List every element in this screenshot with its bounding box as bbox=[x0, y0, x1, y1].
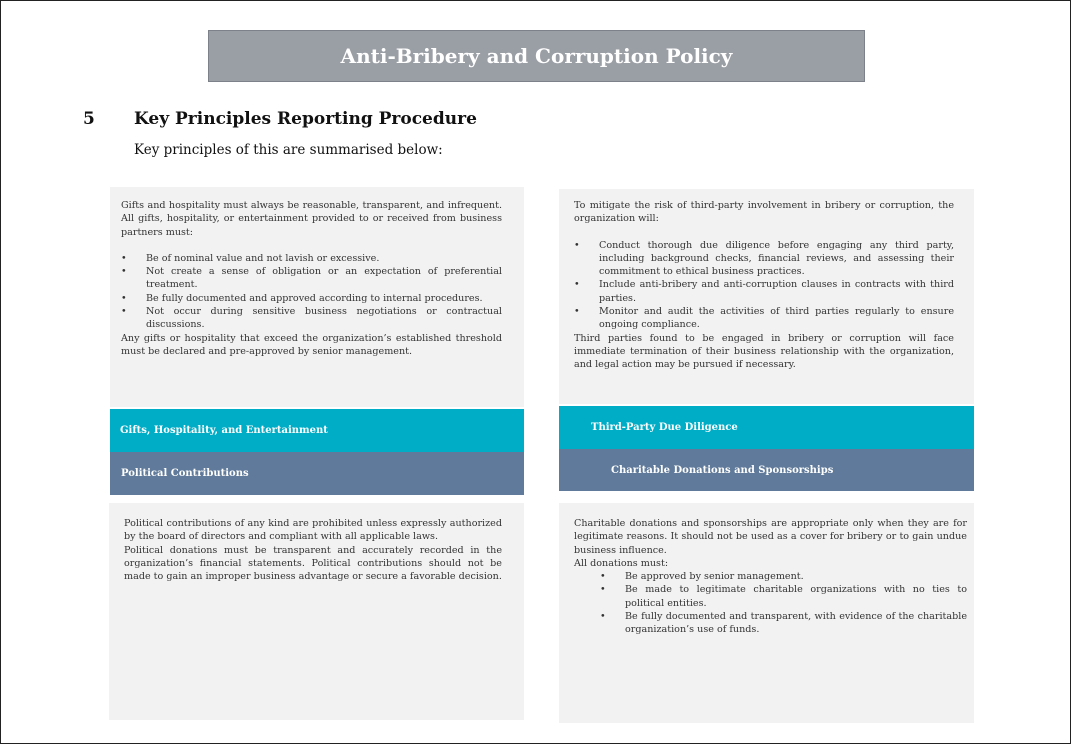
section-number: 5 bbox=[83, 109, 95, 129]
section-title: Key Principles Reporting Procedure bbox=[134, 109, 477, 129]
third-party-closing: Third parties found to be engaged in bribery or corruption will face immediate termination of their business relationship with the organization, and legal action may be pursued if necessary. bbox=[574, 332, 954, 371]
political-heading: Political Contributions bbox=[121, 468, 249, 479]
gifts-text-box bbox=[110, 187, 524, 407]
list-item: • Not create a sense of obligation or an expectation of preferential treatment. bbox=[121, 265, 502, 292]
section-intro: Key principles of this are summarised below: bbox=[134, 142, 443, 158]
charitable-text-box bbox=[559, 503, 974, 723]
political-para-1: Political contributions of any kind are prohibited unless expressly authorized by the board of directors and compliant with all applicable laws. bbox=[124, 518, 502, 543]
third-party-intro: To mitigate the risk of third-party involvement in bribery or corruption, the organization will: bbox=[574, 200, 954, 225]
document-title: Anti-Bribery and Corruption Policy bbox=[340, 44, 733, 68]
gifts-closing: Any gifts or hospitality that exceed the organization’s established threshold must be declared and pre-approved by senior management. bbox=[121, 332, 502, 357]
gifts-heading: Gifts, Hospitality, and Entertainment bbox=[120, 425, 328, 436]
list-item: • Be made to legitimate charitable organizations with no ties to political entities. bbox=[600, 583, 967, 610]
list-item: • Conduct thorough due diligence before engaging any third party, including background checks, financial reviews, and assessing their commitment to ethical business practices. bbox=[574, 239, 954, 279]
document-title-banner bbox=[208, 30, 865, 82]
third-party-list bbox=[574, 239, 954, 332]
third-party-text-box bbox=[559, 189, 974, 404]
political-para-2: Political donations must be transparent and accurately recorded in the organization’s financial statements. Political contributions should not be made to gain an improper business advantage or secure a favorable decision. bbox=[124, 544, 502, 583]
list-item: • Monitor and audit the activities of third parties regularly to ensure ongoing compliance. bbox=[574, 305, 954, 332]
list-item: • Not occur during sensitive business negotiations or contractual discussions. bbox=[121, 305, 502, 332]
gifts-list bbox=[121, 252, 502, 332]
list-item: • Be fully documented and transparent, with evidence of the charitable organization’s use of funds. bbox=[600, 610, 967, 637]
charitable-heading-band bbox=[559, 449, 974, 491]
third-party-heading-band bbox=[559, 406, 974, 449]
charitable-heading: Charitable Donations and Sponsorships bbox=[611, 464, 834, 476]
list-item: • Be fully documented and approved according to internal procedures. bbox=[121, 292, 502, 305]
charitable-list bbox=[600, 570, 967, 636]
charitable-para-1: Charitable donations and sponsorships are appropriate only when they are for legitimate reasons. It should not be used as a cover for bribery or to gain undue business influence. bbox=[574, 518, 967, 556]
charitable-para-2: All donations must: bbox=[574, 557, 669, 569]
gifts-heading-band bbox=[110, 409, 524, 452]
list-item: • Be of nominal value and not lavish or excessive. bbox=[121, 252, 502, 265]
list-item: • Include anti-bribery and anti-corruption clauses in contracts with third parties. bbox=[574, 278, 954, 305]
political-heading-band bbox=[110, 452, 524, 495]
list-item: • Be approved by senior management. bbox=[600, 570, 967, 583]
gifts-intro: Gifts and hospitality must always be reasonable, transparent, and infrequent. All gifts, hospitality, or entertainment provided to or received from business partners must: bbox=[121, 200, 502, 238]
third-party-heading: Third-Party Due Diligence bbox=[591, 422, 738, 433]
political-text-box bbox=[109, 503, 524, 720]
